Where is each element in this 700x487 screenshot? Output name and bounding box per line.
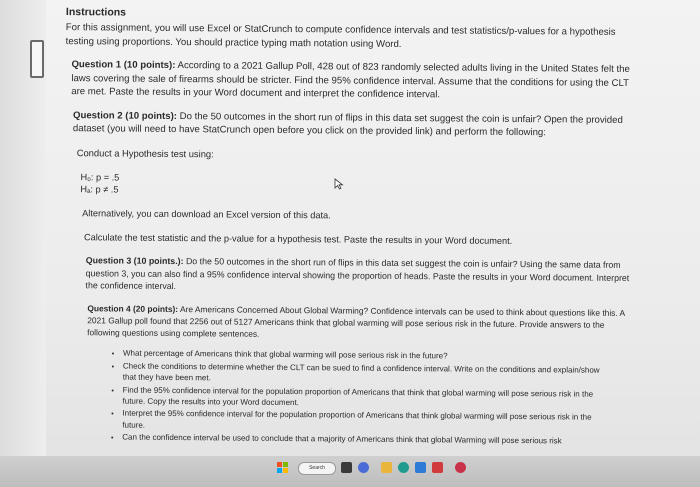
- question-3-heading: Question 3 (10 points.):: [85, 255, 184, 267]
- question-1: [71, 58, 639, 103]
- alternative-line: Alternatively, you can download an Excel version of this data.: [82, 208, 331, 221]
- bullet-item: • Interpret the 95% confidence interval for the population proportion of Americans that think global warming will pose serious risk in the future.: [122, 408, 602, 435]
- alternative-hypothesis: Hₐ: p ≠ .5: [80, 184, 119, 195]
- bullet-item: • Can the confidence interval be used to conclude that a majority of Americans think that global Warming will pose serious risk: [122, 432, 602, 448]
- conduct-line: Conduct a Hypothesis test using:: [76, 146, 214, 159]
- app-icon[interactable]: [455, 462, 466, 473]
- question-4-heading: Question 4 (20 points):: [87, 303, 179, 314]
- file-explorer-icon[interactable]: [381, 462, 392, 473]
- instructions-content: [56, 6, 640, 461]
- question-2: [73, 109, 639, 141]
- question-3-text: Do the 50 outcomes in the short run of flips in this data set suggest the coin is unfair? Using the same data from question 3, you can also find a 95% confidence interval showing the proportion of heads. Paste the results in your Word document. Interpret the confidence interval.: [85, 256, 630, 292]
- hypotheses: [80, 171, 638, 200]
- question-2-text: Do the 50 outcomes in the short run of flips in this data set suggest the coin is unfair? Open the provided dataset (you will need to have StatCrunch open before you click on the provided link) and perform the following:: [72, 110, 623, 139]
- chat-icon[interactable]: [358, 462, 369, 473]
- taskbar-search-input[interactable]: [298, 462, 336, 475]
- window-left-edge: [0, 0, 46, 487]
- windows-start-icon[interactable]: [277, 462, 289, 474]
- question-4-bullets: [108, 348, 603, 448]
- question-2-heading: Question 2 (10 points):: [73, 109, 178, 122]
- mouse-pointer-icon: [334, 178, 344, 190]
- question-1-heading: Question 1 (10 points):: [71, 59, 176, 72]
- calculate-line: Calculate the test statistic and the p-value for a hypothesis test. Paste the results in your Word document.: [83, 231, 513, 246]
- question-1-text: According to a 2021 Gallup Poll, 428 out of 823 randomly selected adults living in the United States felt the laws covering the sale of firearms should be stricter. Find the 95% confidence interval. Assume that the conditions for using the CLT are met. Paste the results in your Word document and interpret the confidence interval.: [71, 60, 630, 101]
- question-4: [87, 302, 627, 343]
- page-title: Instructions: [65, 6, 127, 19]
- null-hypothesis: H₀: p = .5: [80, 172, 120, 183]
- intro-paragraph: For this assignment, you will use Excel or StatCrunch to compute confidence intervals and test statistics/p-values for a hypothesis testing using proportions. You should practice typing math notation using Word.: [65, 22, 616, 50]
- bullet-item: • Check the conditions to determine whether the CLT can be sued to find a confidence interval. Write on the conditions and explain/show that they have been met.: [123, 360, 603, 387]
- edge-browser-icon[interactable]: [398, 462, 409, 473]
- store-icon[interactable]: [415, 462, 426, 473]
- question-4-text: Are Americans Concerned About Global Warming? Confidence intervals can be used to think about questions like this. A 2021 Gallup poll found that 2256 out of 5127 Americans think that global warming will pose serious risk in the future. Provide answers to the following questions using complete sentences.: [87, 303, 625, 339]
- bullet-item: • Find the 95% confidence interval for the population proportion of Americans that think that global warming will pose serious risk in the future. Copy the results into your Word document.: [123, 384, 603, 411]
- task-view-icon[interactable]: [341, 462, 352, 473]
- search-label: Search: [309, 465, 325, 471]
- office-icon[interactable]: [432, 462, 443, 473]
- bullet-item: • What percentage of Americans think that global warming will pose serious risk in the future?: [123, 348, 603, 364]
- question-3: [86, 254, 634, 297]
- page-marker-icon: [30, 40, 44, 78]
